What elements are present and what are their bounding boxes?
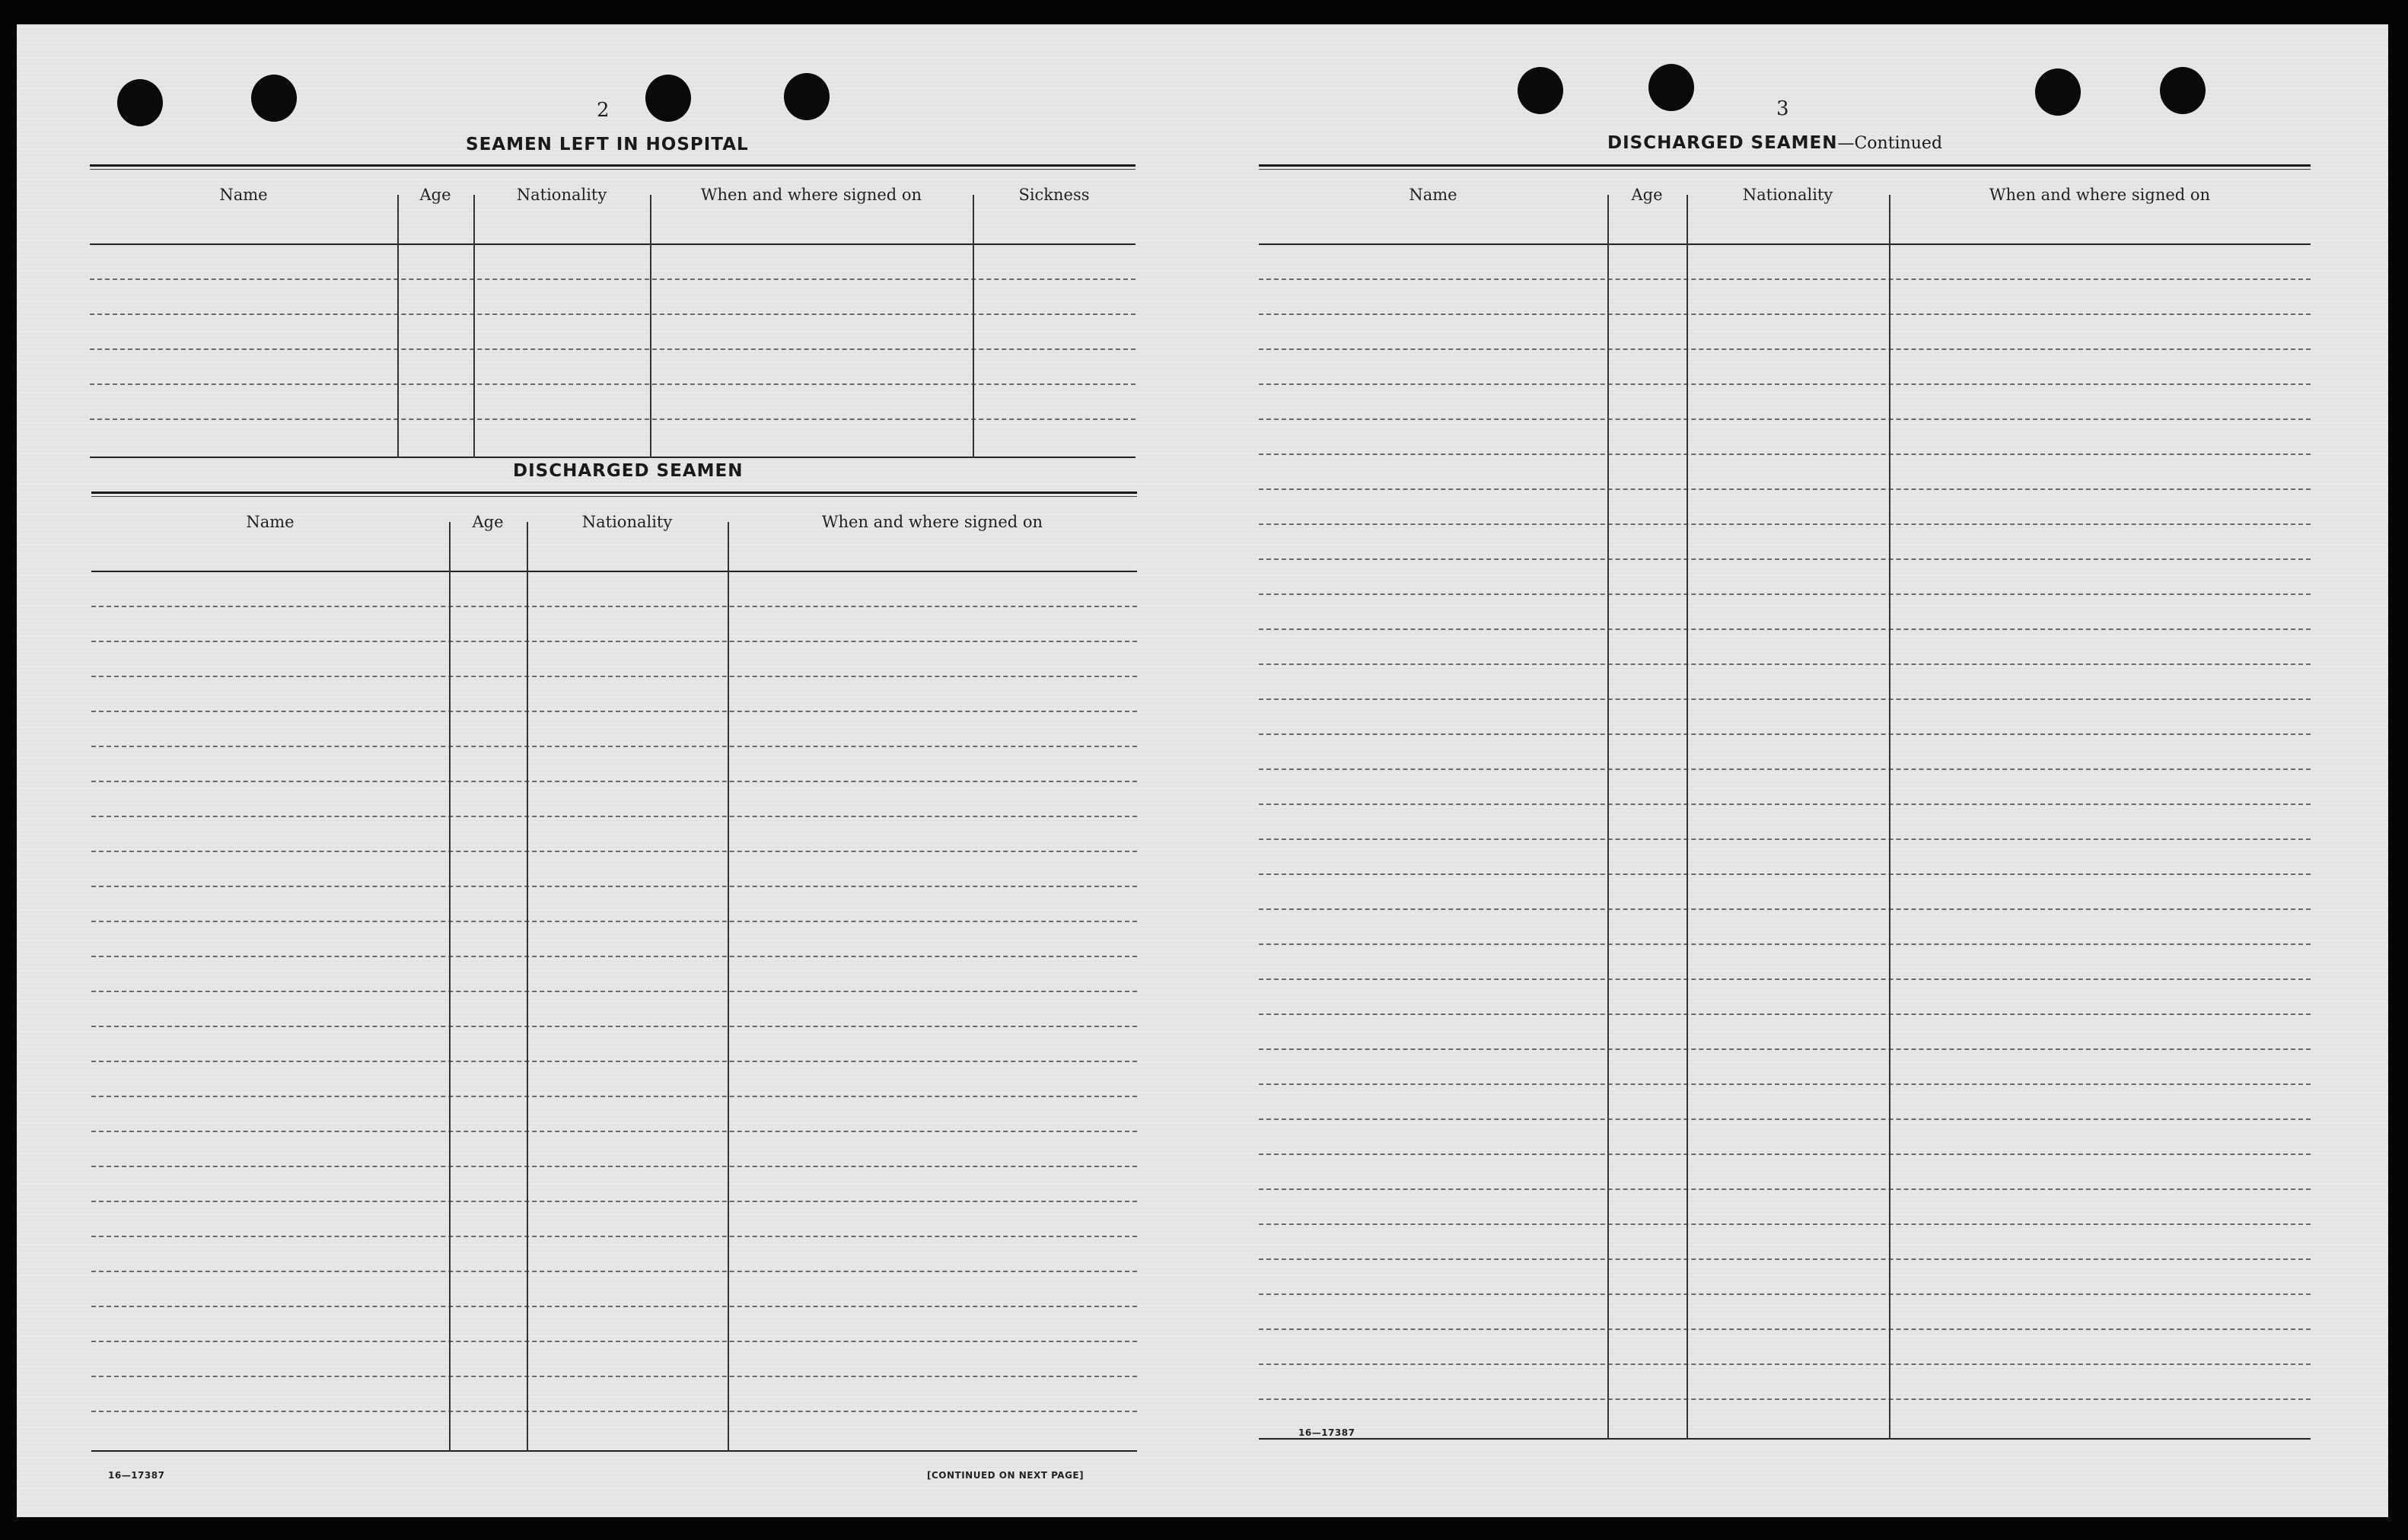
- column-header-age: Age: [1631, 186, 1663, 204]
- column-header-age: Age: [419, 186, 451, 204]
- discharged-continued-title: [1607, 133, 1942, 153]
- punch-hole: [251, 75, 297, 122]
- column-header-name: Name: [219, 186, 268, 204]
- punch-hole: [2160, 67, 2206, 114]
- punch-hole: [645, 75, 691, 122]
- continued-label: —Continued: [1837, 134, 1943, 153]
- hospital-table-title: SEAMEN LEFT IN HOSPITAL: [466, 135, 749, 154]
- column-header-name: Name: [246, 513, 295, 531]
- column-header-age: Age: [472, 513, 504, 531]
- punch-hole: [1518, 67, 1563, 114]
- discharged-continued-title-text: DISCHARGED SEAMEN: [1607, 133, 1838, 153]
- continued-on-next-page-note: [CONTINUED ON NEXT PAGE]: [927, 1470, 1085, 1481]
- column-header-nationality: Nationality: [516, 186, 607, 204]
- discharged-table-right: [1259, 164, 2311, 1450]
- column-header-sickness: Sickness: [1018, 186, 1090, 204]
- punch-hole: [117, 79, 163, 126]
- discharged-table-title: DISCHARGED SEAMEN: [513, 461, 744, 481]
- column-header-nationality: Nationality: [1742, 186, 1833, 204]
- column-header-when-where-signed-on: When and where signed on: [700, 186, 922, 204]
- column-header-when-where-signed-on: When and where signed on: [1989, 186, 2211, 204]
- right-footer-form-number: 16—17387: [1298, 1427, 1355, 1438]
- punch-hole: [784, 73, 830, 120]
- punch-hole: [2035, 68, 2081, 116]
- right-page-number: 3: [1776, 97, 1789, 120]
- punch-hole: [1648, 64, 1694, 111]
- left-footer-form-number: 16—17387: [108, 1470, 165, 1481]
- hospital-table: [90, 164, 1136, 466]
- column-header-when-where-signed-on: When and where signed on: [821, 513, 1043, 531]
- discharged-table-left: [91, 492, 1137, 1462]
- column-header-name: Name: [1409, 186, 1457, 204]
- left-page-number: 2: [597, 99, 610, 122]
- document-sheet: [17, 24, 2388, 1517]
- column-header-nationality: Nationality: [581, 513, 673, 531]
